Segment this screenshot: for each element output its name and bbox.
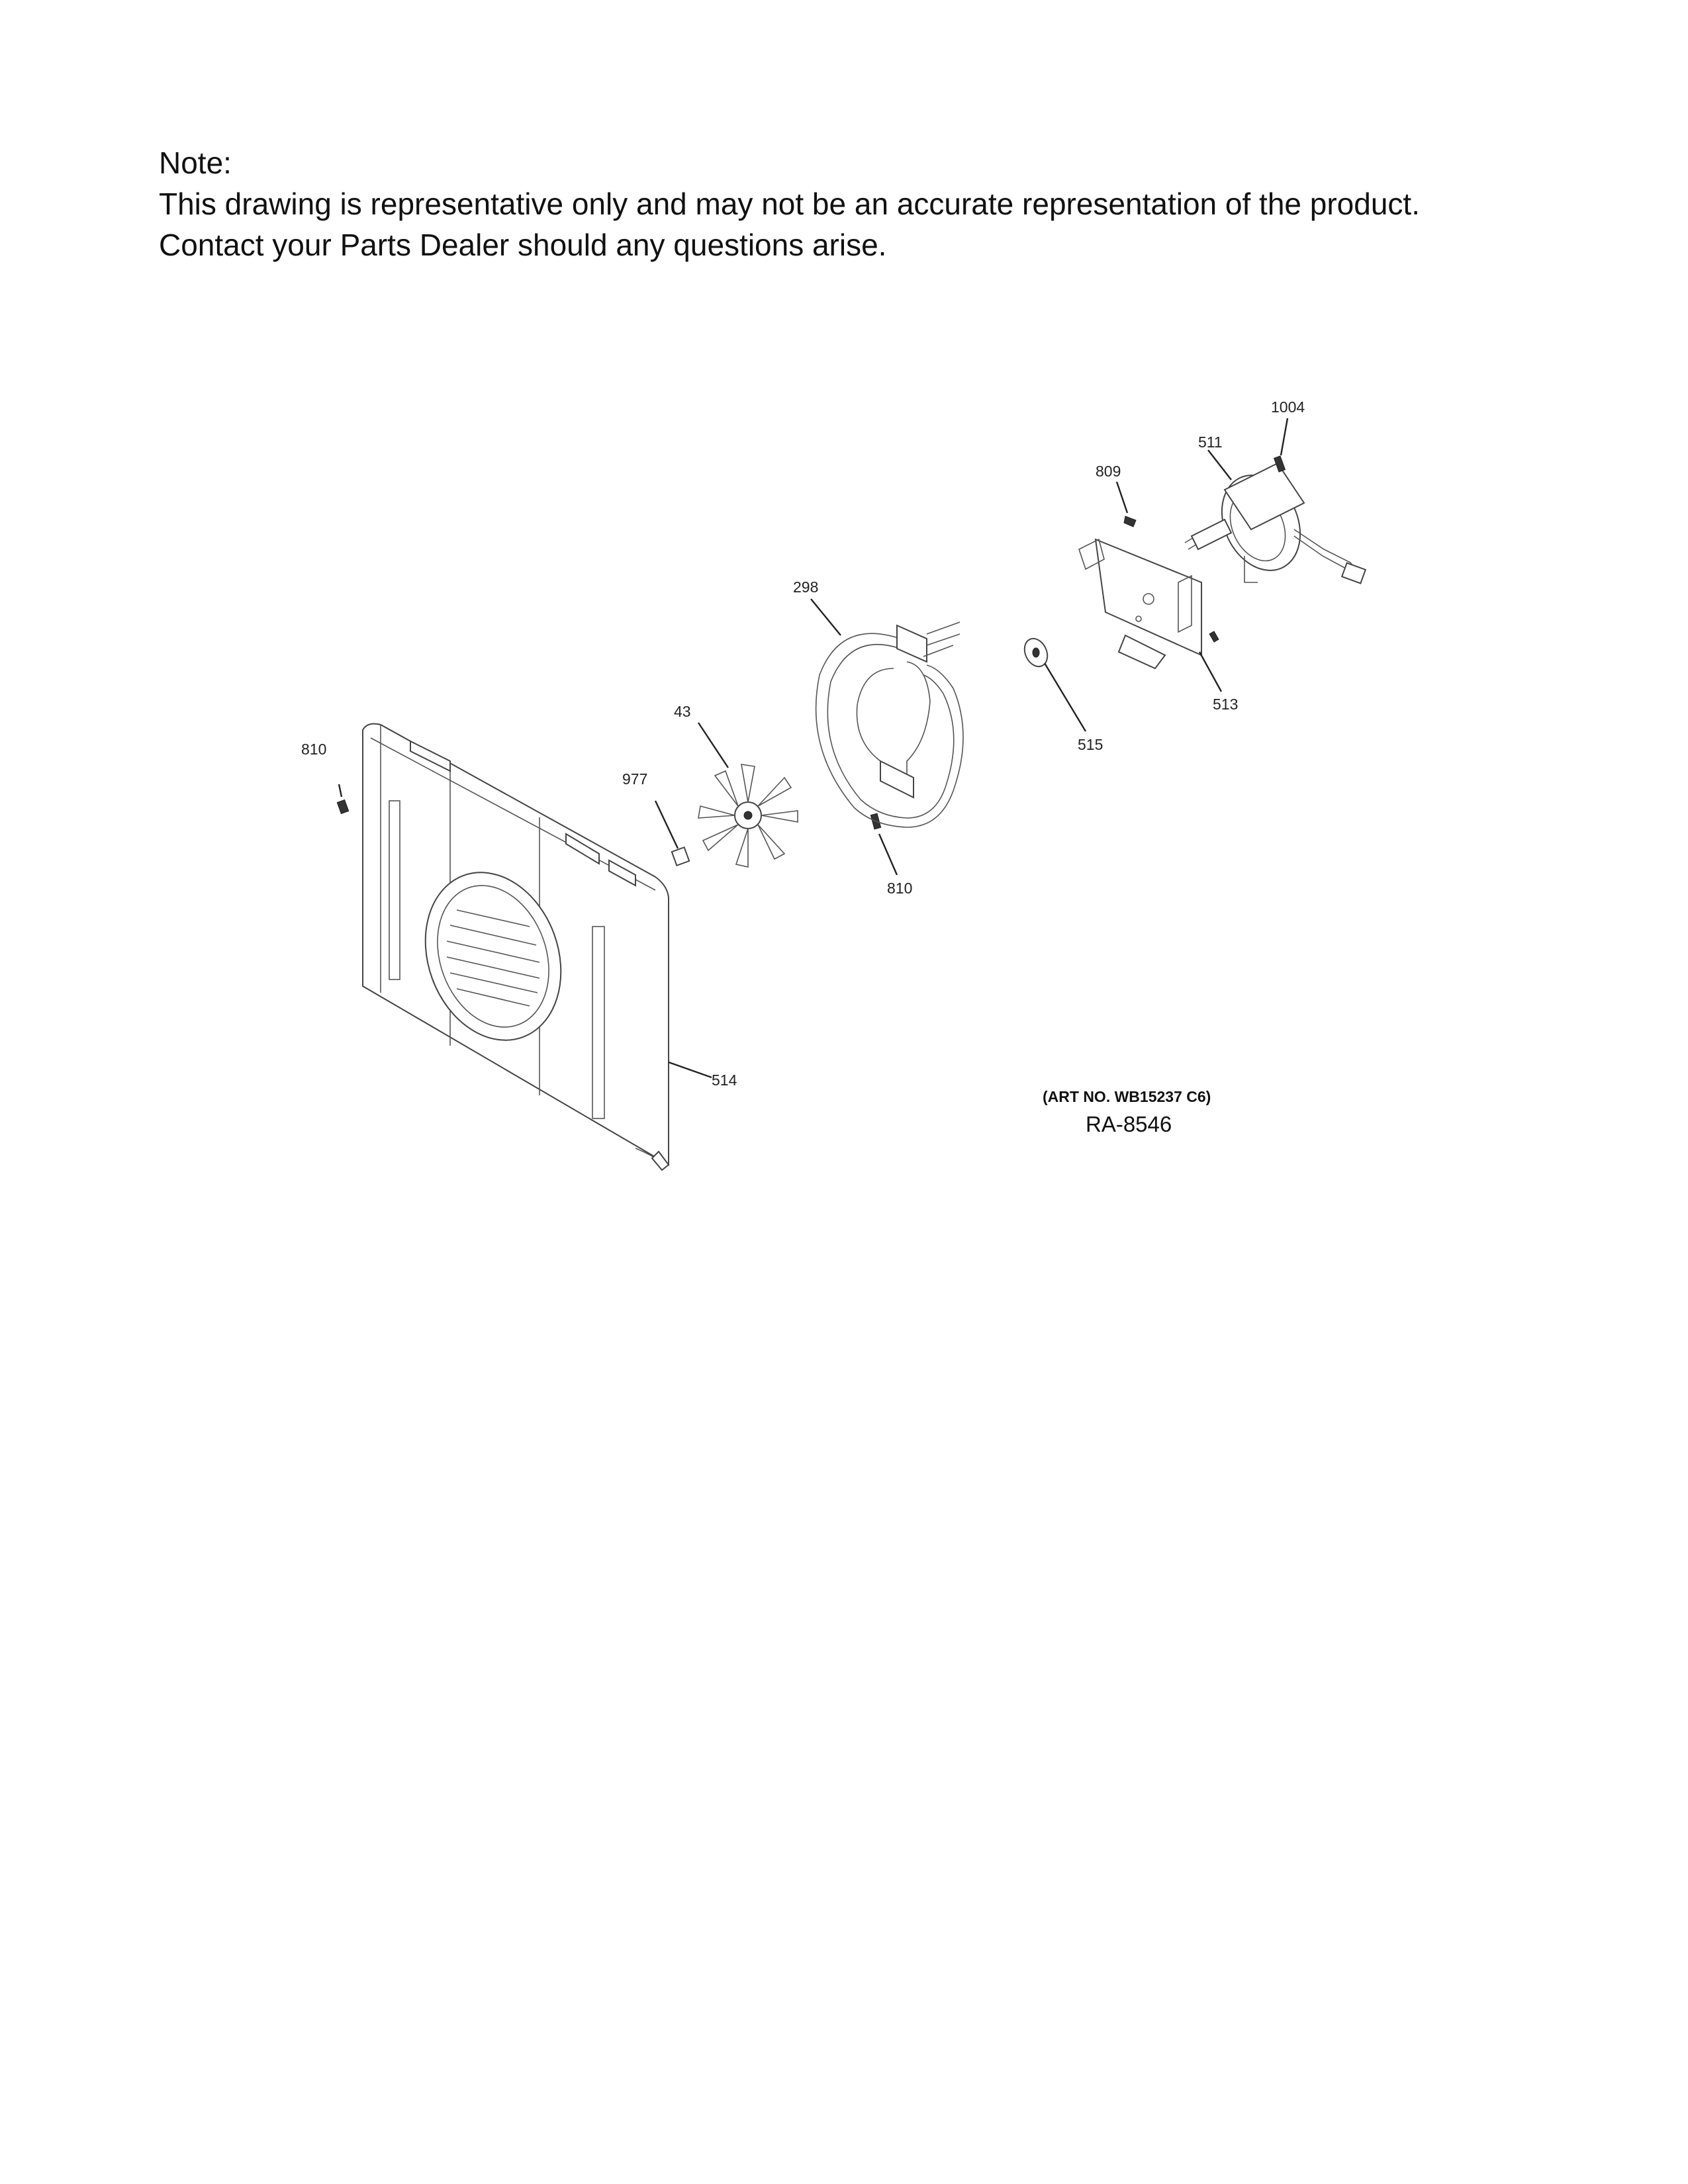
screw-810-left — [337, 784, 348, 814]
callout-515: 515 — [1078, 736, 1103, 753]
clip-809 — [1117, 482, 1136, 527]
callout-809: 809 — [1096, 463, 1121, 480]
callout-514: 514 — [712, 1071, 737, 1089]
callout-977: 977 — [622, 770, 648, 788]
nut-977 — [655, 801, 689, 866]
note-heading: Note: — [159, 146, 232, 180]
screw-810-middle — [870, 813, 897, 875]
washer-515 — [1020, 635, 1086, 731]
rear-panel-514 — [363, 724, 669, 1170]
fan-motor-511 — [1185, 450, 1366, 583]
callout-298: 298 — [793, 578, 819, 596]
callout-1004: 1004 — [1271, 398, 1305, 416]
callout-810-middle: 810 — [887, 880, 913, 897]
callout-513: 513 — [1213, 696, 1239, 713]
motor-bracket-513 — [1079, 539, 1221, 692]
art-number: (ART NO. WB15237 C6) — [1043, 1088, 1211, 1105]
note-line-1: This drawing is representative only and may not be an accurate representation of the product. — [159, 187, 1420, 221]
note-line-2: Contact your Parts Dealer should any questions arise. — [159, 228, 887, 262]
fan-blade-43 — [698, 723, 798, 867]
callout-511: 511 — [1198, 433, 1223, 451]
screw-1004 — [1274, 418, 1288, 472]
callout-43: 43 — [674, 703, 691, 720]
ra-number: RA-8546 — [1086, 1112, 1172, 1136]
heating-element-298 — [811, 599, 963, 827]
callout-810-left: 810 — [301, 741, 327, 758]
